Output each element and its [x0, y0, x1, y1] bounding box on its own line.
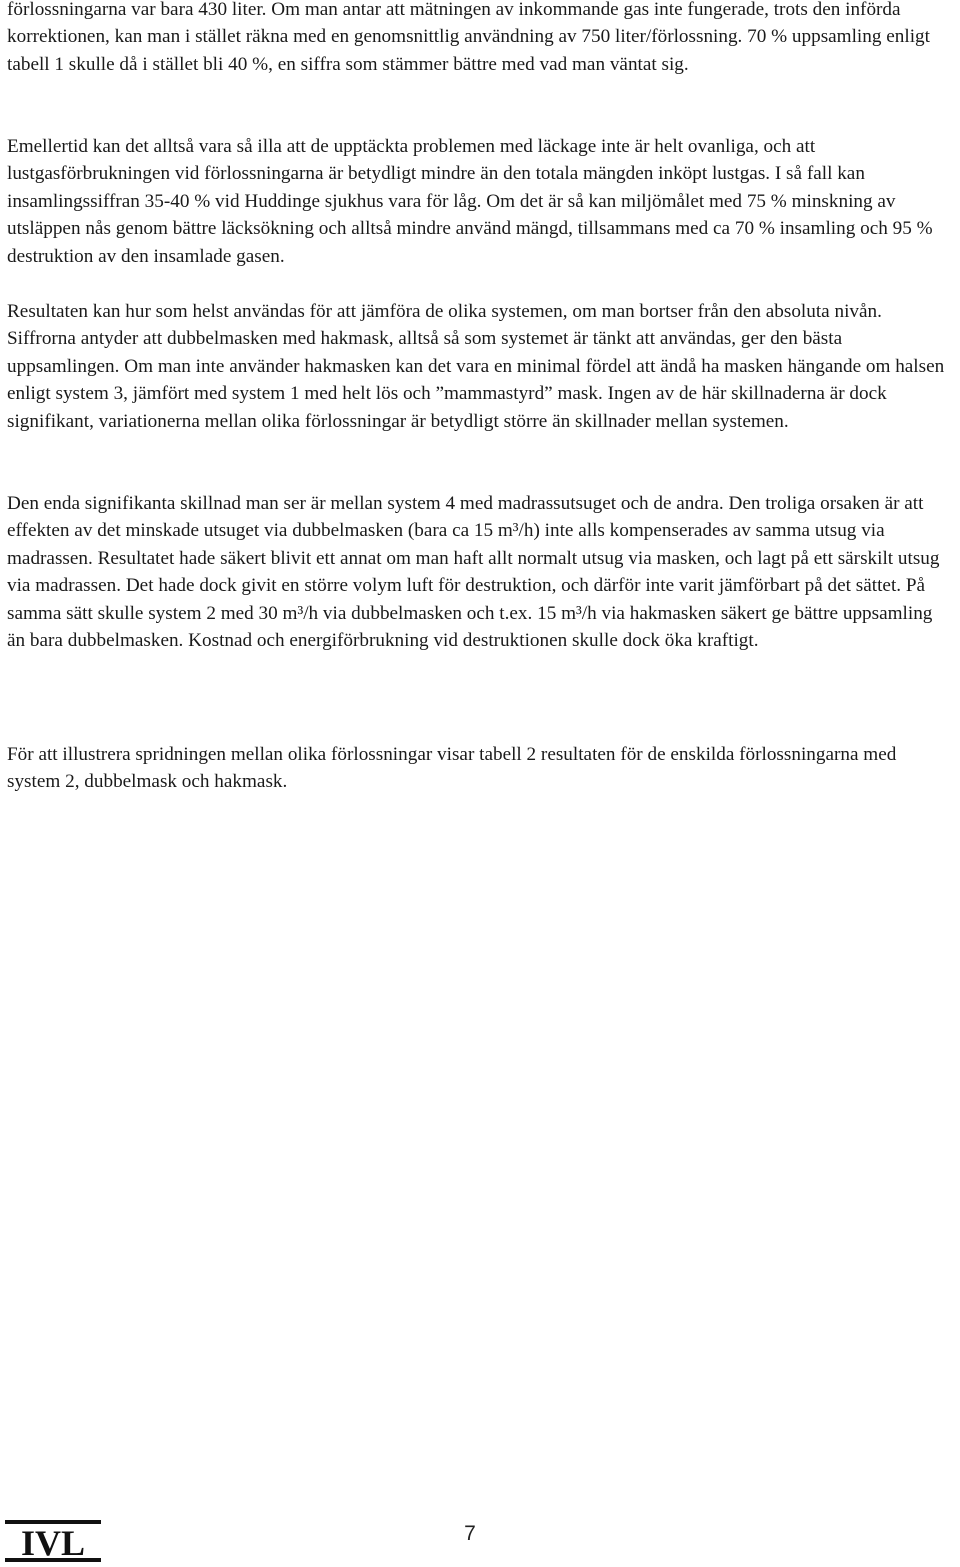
paragraph-5: För att illustrera spridningen mellan olika förlossningar visar tabell 2 resultaten för de enskilda förlossningarna med system 2, dubbelmask och hakmask.: [7, 744, 897, 793]
logo-text: IVL: [20, 1523, 86, 1563]
ivl-logo-icon: [5, 1518, 101, 1564]
page-number: 7: [464, 1522, 476, 1545]
paragraph-1: förlossningarna var bara 430 liter. Om man antar att mätningen av inkommande gas inte fungerade, trots den införda korrektionen, kan man i stället räkna med en genomsnittlig användning av 750 liter/förlossning. 70 % uppsamling enligt tabell 1 skulle då i stället bli 40 %, en siffra som stämmer bättre med vad man väntat sig.: [7, 0, 930, 75]
paragraph-3: Resultaten kan hur som helst användas för att jämföra de olika systemen, om man bortser från den absoluta nivån. Siffrorna antyder att dubbelmasken med hakmask, alltså så som systemet är tänkt att användas, ger den bästa uppsamlingen. Om man inte använder hakmasken kan det vara en minimal fördel att ändå ha masken hängande om halsen enligt system 3, jämfört med system 1 med helt lös och ”mammastyrd” mask. Ingen av de här skillnaderna är dock signifikant, variationerna mellan olika förlossningar är betydligt större än skillnader mellan systemen.: [7, 301, 945, 432]
paragraph-2: Emellertid kan det alltså vara så illa att de upptäckta problemen med läckage inte är helt ovanliga, och att lustgasförbrukningen vid förlossningarna är betydligt mindre än den totala mängden inköpt lustgas. I så fall kan insamlingssiffran 35-40 % vid Huddinge sjukhus vara för låg. Om det är så kan miljömålet med 75 % minskning av utsläppen nås genom bättre läcksökning och alltså mindre använd mängd, tillsammans med ca 70 % insamling och 95 % destruktion av den insamlade gasen.: [7, 136, 933, 267]
paragraph-4: Den enda signifikanta skillnad man ser är mellan system 4 med madrassutsuget och de andra. Den troliga orsaken är att effekten av det minskade utsuget via dubbelmasken (bara ca 15 m³/h) inte alls kompenserades av samma utsug via madrassen. Resultatet hade säkert blivit ett annat om man haft allt normalt utsug via masken, och lagt på ett särskilt utsug via madrassen. Det hade dock givit en större volym luft för destruktion, och därför inte varit jämförbart på det sättet. På samma sätt skulle system 2 med 30 m³/h via dubbelmasken och t.ex. 15 m³/h via hakmasken säkert ge bättre uppsamling än bara dubbelmasken. Kostnad och energiförbrukning vid destruktionen skulle dock öka kraftigt.: [7, 493, 940, 652]
